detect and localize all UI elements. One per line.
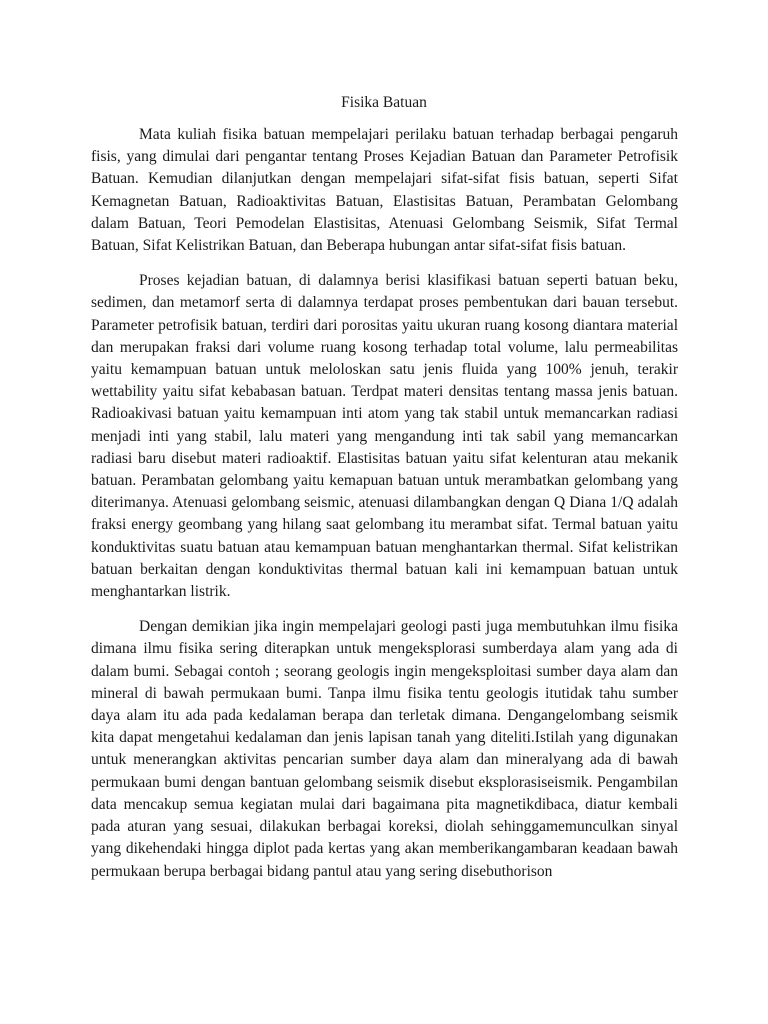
paragraph-1: Mata kuliah fisika batuan mempelajari perilaku batuan terhadap berbagai pengaruh fisis, yang dimulai dari pengantar tentang Proses Kejadian Batuan dan Parameter Petrofisik Batuan. Kemudian dilanjutkan dengan mempelajari sifat-sifat fisis batuan, seperti Sifat Kemagnetan Batuan, Radioaktivitas Batuan, Elastisitas Batuan, Perambatan Gelombang dalam Batuan, Teori Pemodelan Elastisitas, Atenuasi Gelombang Seismik, Sifat Termal Batuan, Sifat Kelistrikan Batuan, dan Beberapa hubungan antar sifat-sifat fisis batuan. (91, 126, 678, 255)
paragraph-3: Dengan demikian jika ingin mempelajari geologi pasti juga membutuhkan ilmu fisika dimana ilmu fisika sering diterapkan untuk mengeksplorasi sumberdaya alam yang ada di dalam bumi. Sebagai contoh ; seorang geologis ingin mengeksploitasi sumber daya alam dan mineral di bawah permukaan bumi. Tanpa ilmu fisika tentu geologis itutidak tahu sumber daya alam itu ada pada kedalaman berapa dan terletak dimana. Dengangelombang seismik kita dapat mengetahui kedalaman dan jenis lapisan tanah yang diteliti.Istilah yang digunakan untuk menerangkan aktivitas pencarian sumber daya alam dan mineralyang ada di bawah permukaan bumi dengan bantuan gelombang seismik disebut eksplorasiseismik. Pengambilan data mencakup semua kegiatan mulai dari bagaimana pita magnetikdibaca, diatur kembali pada aturan yang sesuai, dilakukan berbagai koreksi, diolah sehinggamemunculkan sinyal yang dikehendaki hingga diplot pada kertas yang akan memberikangambaran keadaan bawah permukaan berupa berbagai bidang pantul atau yang sering disebuthorison (91, 618, 678, 880)
document-body (91, 124, 678, 896)
paragraph-2: Proses kejadian batuan, di dalamnya berisi klasifikasi batuan seperti batuan beku, sedimen, dan metamorf serta di dalamnya terdapat proses pembentukan dari bauan tersebut. Parameter petrofisik batuan, terdiri dari porositas yaitu ukuran ruang kosong diantara material dan merupakan fraksi dari volume ruang kosong terhadap total volume, lalu permeabilitas yaitu kemampuan batuan untuk meloloskan satu jenis fluida yang 100% jenuh, terakir wettability yaitu sifat kebabasan batuan. Terdpat materi densitas tentang massa jenis batuan. Radioakivasi batuan yaitu kemampuan inti atom yang tak stabil untuk memancarkan radiasi menjadi inti yang stabil, lalu materi yang mengandung inti tak sabil yang memancarkan radiasi baru disebut materi radioaktif. Elastisitas batuan yaitu sifat kelenturan atau mekanik batuan. Perambatan gelombang yaitu kemapuan batuan untuk merambatkan gelombang yang diterimanya. Atenuasi gelombang seismic, atenuasi dilambangkan dengan Q Diana 1/Q adalah fraksi energy geombang yang hilang saat gelombang itu merambat sifat. Termal batuan yaitu konduktivitas suatu batuan atau kemampuan batuan menghantarkan thermal. Sifat kelistrikan batuan berkaitan dengan konduktivitas thermal batuan kali ini kemampuan batuan untuk menghantarkan listrik. (91, 272, 678, 601)
document-title: Fisika Batuan (341, 94, 427, 111)
